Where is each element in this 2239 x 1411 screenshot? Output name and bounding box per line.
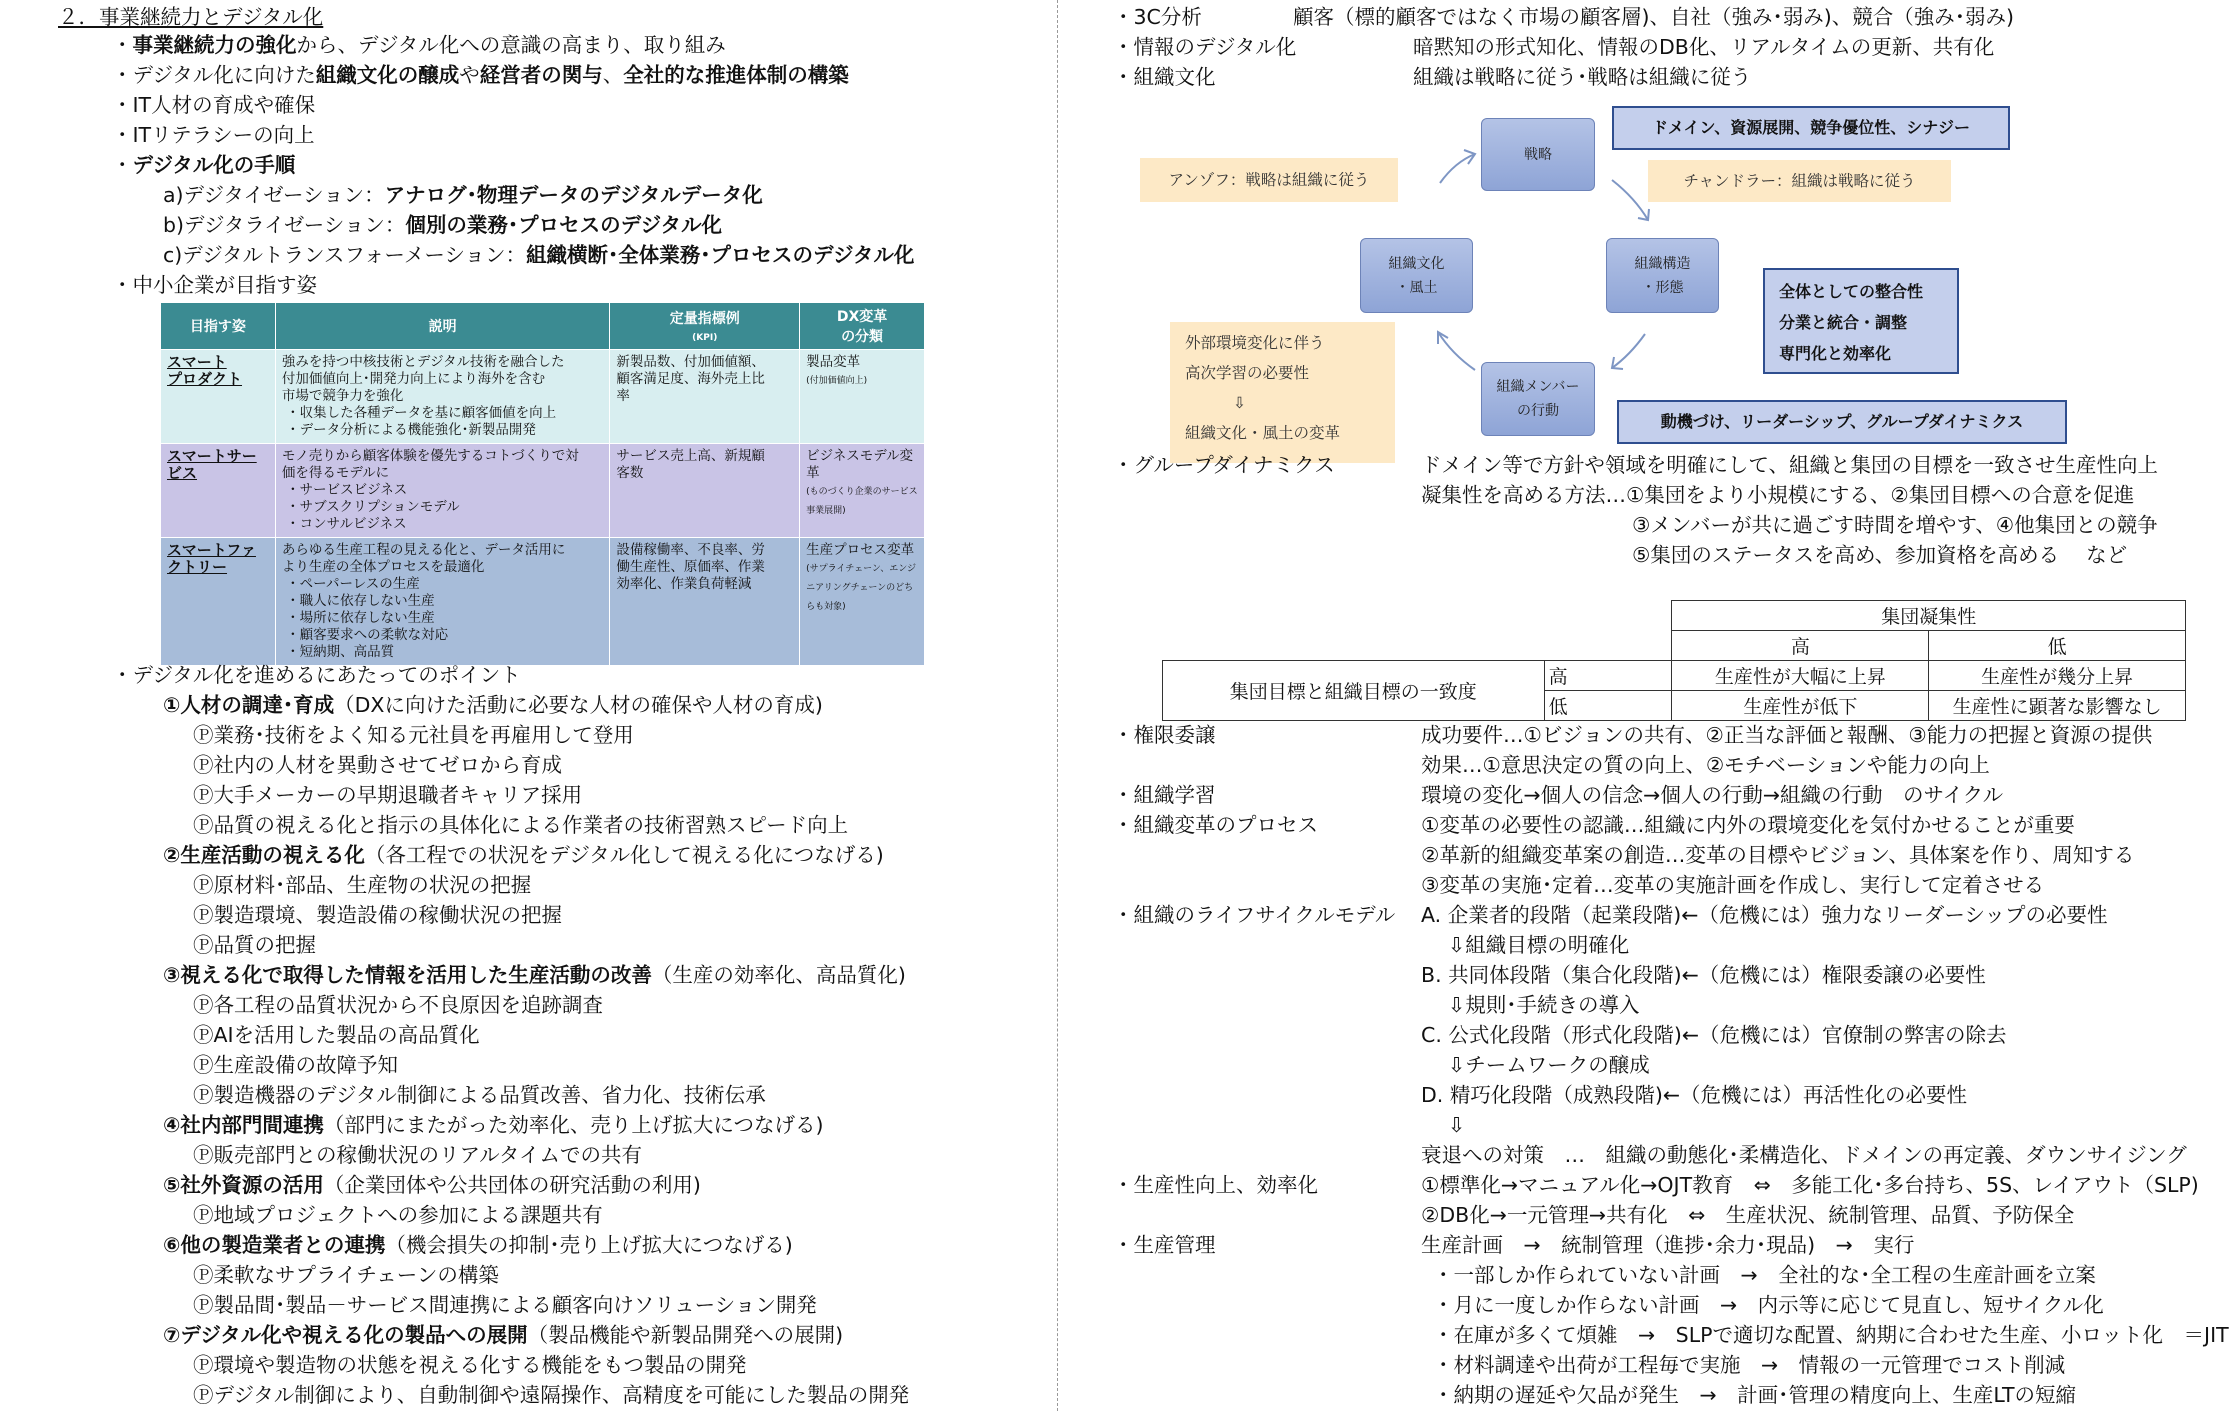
topic-text: C. 公式化段階（形式化段階)←（危機には）官僚制の弊害の除去 [1421, 1023, 2007, 1047]
left-line: a)デジタイゼーション：アナログ･物理データのデジタルデータ化 [163, 183, 763, 207]
table-row [161, 350, 925, 444]
arrow [1440, 154, 1475, 183]
strategy-callout: ドメイン、資源展開、競争優位性、シナジー [1612, 106, 2010, 150]
topic-text: ・材料調達や出荷が工程毎で実施 → 情報の一元管理でコスト削減 [1433, 1353, 2066, 1377]
th-desc: 説明 [275, 303, 610, 350]
cohesion-title: 集団凝集性 [1672, 601, 2186, 631]
topic-text: ②革新的組織変革案の創造…変革の目標やビジョン、具体案を作り、周知する [1421, 843, 2135, 867]
topic-text: ③変革の実施･定着…変革の実施計画を作成し、実行して定着させる [1421, 873, 2045, 897]
members-callout: 動機づけ、リーダーシップ、グループダイナミクス [1617, 400, 2067, 444]
cohesion-table [1162, 600, 2186, 721]
arrow [1612, 334, 1645, 368]
point-item: Ⓟ製造環境、製造設備の稼働状況の把握 [193, 903, 562, 927]
point-item: Ⓟ業務･技術をよく知る元社員を再雇用して登用 [193, 723, 634, 747]
left-line: b)デジタライゼーション：個別の業務･プロセスのデジタル化 [163, 213, 722, 237]
arrow [1612, 180, 1648, 220]
table-row [161, 538, 925, 666]
row-name: スマート プロダクト [161, 350, 276, 444]
topic-text: 顧客（標的顧客ではなく市場の顧客層)、自社（強み･弱み)、競合（強み･弱み) [1293, 5, 2014, 29]
arrow [1438, 332, 1475, 370]
cohesion-high: 高 [1672, 631, 1929, 661]
topic-text: ・月に一度しか作らない計画 → 内示等に応じて見直し、短サイクル化 [1433, 1293, 2104, 1317]
topic-text: ①標準化→マニュアル化→OJT教育 ⇔ 多能工化･多台持ち、5S、レイアウト（SLP) [1421, 1173, 2199, 1197]
row-class: 生産プロセス変革 (サプライチェーン、エンジニアリングチェーンのどちらも対象) [800, 538, 925, 666]
structure-box: 組織構造 ・形態 [1606, 238, 1719, 313]
row-kpi: 設備稼働率、不良率、労 働生産性、原価率、作業 効率化、作業負荷軽減 [610, 538, 800, 666]
row-class: ビジネスモデル変 革 (ものづくり企業のサービス事業展開) [800, 444, 925, 538]
point-item: Ⓟデジタル制御により、自動制御や遠隔操作、高精度を可能にした製品の開発 [193, 1383, 910, 1407]
left-line: ・デジタル化の手順 [112, 153, 296, 177]
point-heading: ③視える化で取得した情報を活用した生産活動の改善（生産の効率化、高品質化) [163, 963, 906, 987]
left-line: ・ITリテラシーの向上 [112, 123, 315, 147]
point-item: Ⓟ生産設備の故障予知 [193, 1053, 398, 1077]
point-item: Ⓟ各工程の品質状況から不良原因を追跡調査 [193, 993, 603, 1017]
cohesion-low: 低 [1929, 631, 2186, 661]
th-goal: 目指す姿 [161, 303, 276, 350]
th-kpi: 定量指標例 (KPI) [610, 303, 800, 350]
chandler-note: チャンドラー：組織は戦略に従う [1648, 160, 1951, 202]
topic-text: ⇩組織目標の明確化 [1421, 933, 1630, 957]
left-line: c)デジタルトランスフォーメーション：組織横断･全体業務･プロセスのデジタル化 [163, 243, 915, 267]
topic-key: ・組織のライフサイクルモデル [1113, 903, 1396, 927]
topic-text: ⇩ [1421, 1113, 1466, 1137]
column-divider [1057, 0, 1058, 1411]
topic-key: ・生産性向上、効率化 [1113, 1173, 1318, 1197]
members-box: 組織メンバー の行動 [1481, 362, 1595, 436]
group-dynamics-text: ドメイン等で方針や領域を明確にして、組織と集団の目標を一致させ生産性向上 [1421, 453, 2158, 477]
group-dynamics-text: ⑤集団のステータスを高め、参加資格を高める など [1632, 543, 2128, 567]
topic-key: ・3C分析 [1113, 5, 1202, 29]
group-dynamics-text: ③メンバーが共に過ごす時間を増やす、④他集団との競争 [1632, 513, 2158, 537]
cohesion-r1: 高 [1544, 661, 1672, 691]
topic-key: ・組織変革のプロセス [1113, 813, 1318, 837]
topic-key: ・組織学習 [1113, 783, 1216, 807]
point-heading: ②生産活動の視える化（各工程での状況をデジタル化して視える化につなげる) [163, 843, 884, 867]
topic-text: ・納期の遅延や欠品が発生 → 計画･管理の精度向上、生産LTの短縮 [1433, 1383, 2077, 1407]
topic-text: ①変革の必要性の認識…組織に内外の環境変化を気付かせることが重要 [1421, 813, 2075, 837]
topic-key: ・権限委譲 [1113, 723, 1216, 747]
strategy-box: 戦略 [1481, 118, 1595, 191]
point-item: Ⓟ原材料･部品、生産物の状況の把握 [193, 873, 532, 897]
row-kpi: 新製品数、付加価値額、 顧客満足度、海外売上比 率 [610, 350, 800, 444]
group-dynamics-key: ・グループダイナミクス [1113, 453, 1335, 477]
point-heading: ①人材の調達･育成（DXに向けた活動に必要な人材の確保や人材の育成) [163, 693, 823, 717]
cohesion-r2: 低 [1544, 691, 1672, 721]
row-name: スマートファ クトリー [161, 538, 276, 666]
topic-text: 効果…①意思決定の質の向上、②モチベーションや能力の向上 [1421, 753, 1990, 777]
point-item: Ⓟ柔軟なサプライチェーンの構築 [193, 1263, 499, 1287]
topic-text: 成功要件…①ビジョンの共有、②正当な評価と報酬、③能力の把握と資源の提供 [1421, 723, 2153, 747]
topic-text: ②DB化→一元管理→共有化 ⇔ 生産状況、統制管理、品質、予防保全 [1421, 1203, 2075, 1227]
row-class: 製品変革 (付加価値向上) [800, 350, 925, 444]
point-item: Ⓟ地域プロジェクトへの参加による課題共有 [193, 1203, 603, 1227]
topic-text: 暗黙知の形式知化、情報のDB化、リアルタイムの更新、共有化 [1413, 35, 1995, 59]
point-item: Ⓟ環境や製造物の状態を視える化する機能をもつ製品の開発 [193, 1353, 747, 1377]
topic-text: ⇩規則･手続きの導入 [1421, 993, 1640, 1017]
row-desc: 強みを持つ中核技術とデジタル技術を融合した 付加価値向上･開発力向上により海外を含む 市場で競争力を強化 ・収集した各種データを基に顧客価値を向上 ・データ分析による機能強化･新製品開発 [275, 350, 610, 444]
topic-text: B. 共同体段階（集合化段階)←（危機には）権限委譲の必要性 [1421, 963, 1986, 987]
point-item: Ⓟ製造機器のデジタル制御による品質改善、省力化、技術伝承 [193, 1083, 766, 1107]
group-dynamics-text: 凝集性を高める方法…①集団をより小規模にする、②集団目標への合意を促進 [1421, 483, 2135, 507]
culture-box: 組織文化 ・風土 [1360, 238, 1473, 313]
left-line: ・IT人材の育成や確保 [112, 93, 316, 117]
section-heading: ２．事業継続力とデジタル化 [58, 5, 324, 29]
point-heading: ⑦デジタル化や視える化の製品への展開（製品機能や新製品開発への展開) [163, 1323, 844, 1347]
topic-text: ・在庫が多くて煩雑 → SLPで適切な配置、納期に合わせた生産、小ロット化 ＝JIT [1433, 1323, 2229, 1347]
goal-table [160, 302, 925, 666]
left-line: ・中小企業が目指す姿 [112, 273, 317, 297]
point-item: Ⓟ大手メーカーの早期退職者キャリア採用 [193, 783, 583, 807]
point-heading: ⑥他の製造業者との連携（機会損失の抑制･売り上げ拡大につなげる) [163, 1233, 793, 1257]
topic-text: 生産計画 → 統制管理（進捗･余力･現品) → 実行 [1421, 1233, 1915, 1257]
point-item: Ⓟ品質の把握 [193, 933, 316, 957]
point-item: Ⓟ製品間･製品－サービス間連携による顧客向けソリューション開発 [193, 1293, 817, 1317]
topic-key: ・組織文化 [1113, 65, 1216, 89]
topic-text: ⇩チームワークの醸成 [1421, 1053, 1650, 1077]
point-item: ⓅAIを活用した製品の高品質化 [193, 1023, 480, 1047]
point-item: Ⓟ社内の人材を異動させてゼロから育成 [193, 753, 562, 777]
topic-text: ・一部しか作られていない計画 → 全社的な･全工程の生産計画を立案 [1433, 1263, 2096, 1287]
cohesion-row-label: 集団目標と組織目標の一致度 [1163, 661, 1545, 721]
th-class: DX変革 の分類 [800, 303, 925, 350]
row-desc: あらゆる生産工程の見える化と、データ活用に より生産の全体プロセスを最適化 ・ペーパーレスの生産 ・職人に依存しない生産 ・場所に依存しない生産 ・顧客要求への柔軟な対応 ・短納期、高品質 [275, 538, 610, 666]
cohesion-cell: 生産性が大幅に上昇 [1672, 661, 1929, 691]
point-item: Ⓟ販売部門との稼働状況のリアルタイムでの共有 [193, 1143, 642, 1167]
cohesion-cell: 生産性に顕著な影響なし [1929, 691, 2186, 721]
topic-key: ・生産管理 [1113, 1233, 1216, 1257]
topic-text: A. 企業者的段階（起業段階)←（危機には）強力なリーダーシップの必要性 [1421, 903, 2108, 927]
row-desc: モノ売りから顧客体験を優先するコトづくりで対 価を得るモデルに ・サービスビジネス ・サブスクリプションモデル ・コンサルビジネス [275, 444, 610, 538]
topic-text: D. 精巧化段階（成熟段階)←（危機には）再活性化の必要性 [1421, 1083, 1967, 1107]
row-kpi: サービス売上高、新規顧 客数 [610, 444, 800, 538]
topic-text: 環境の変化→個人の信念→個人の行動→組織の行動 のサイクル [1421, 783, 2004, 807]
cohesion-cell: 生産性が低下 [1672, 691, 1929, 721]
table-row [161, 444, 925, 538]
point-item: Ⓟ品質の視える化と指示の具体化による作業者の技術習熟スピード向上 [193, 813, 849, 837]
row-name: スマートサー ビス [161, 444, 276, 538]
left-line: ・事業継続力の強化から、デジタル化への意識の高まり、取り組み [112, 33, 726, 57]
structure-callout: 全体としての整合性 分業と統合・調整 専門化と効率化 [1763, 268, 1959, 374]
points-title: ・デジタル化を進めるにあたってのポイント [112, 663, 521, 687]
ansoff-note: アンゾフ：戦略は組織に従う [1140, 158, 1398, 202]
topic-key: ・情報のデジタル化 [1113, 35, 1297, 59]
topic-text: 衰退への対策 … 組織の動態化･柔構造化、ドメインの再定義、ダウンサイジング [1421, 1143, 2187, 1167]
env-note: 外部環境変化に伴う 高次学習の必要性 ⇩ 組織文化・風土の変革 [1170, 322, 1395, 463]
point-heading: ④社内部門間連携（部門にまたがった効率化、売り上げ拡大につなげる) [163, 1113, 824, 1137]
cohesion-cell: 生産性が幾分上昇 [1929, 661, 2186, 691]
point-heading: ⑤社外資源の活用（企業団体や公共団体の研究活動の利用) [163, 1173, 701, 1197]
left-line: ・デジタル化に向けた組織文化の醸成や経営者の関与、全社的な推進体制の構築 [112, 63, 849, 87]
topic-text: 組織は戦略に従う･戦略は組織に従う [1413, 65, 1752, 89]
